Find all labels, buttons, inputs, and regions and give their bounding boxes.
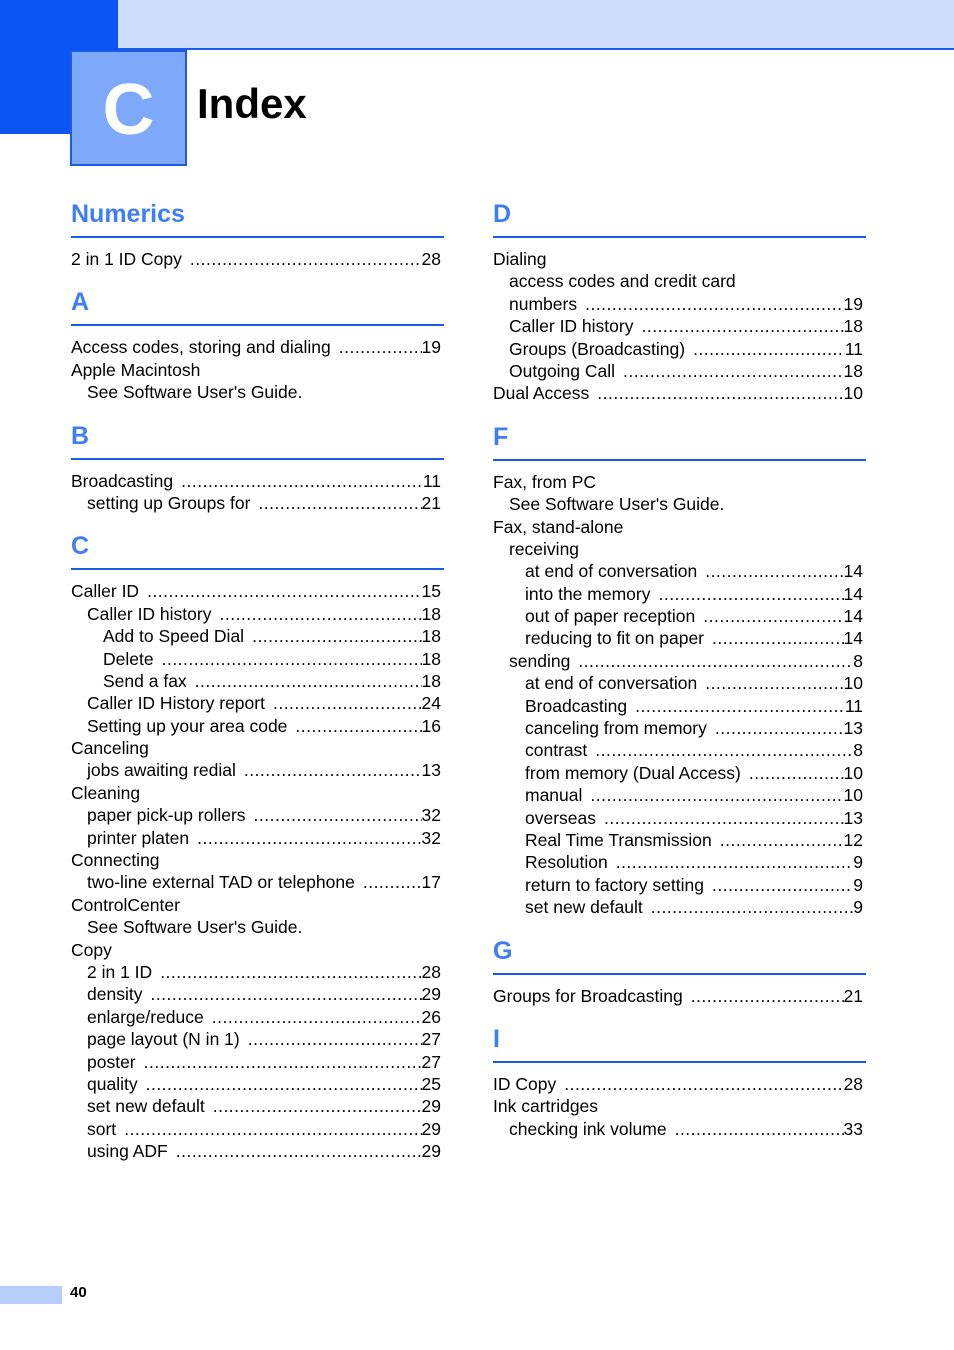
- entry-term: Send a fax: [103, 670, 187, 691]
- entry-term: Ink cartridges: [493, 1096, 599, 1117]
- index-entry: [71, 1073, 441, 1095]
- entry-page-number: 18: [421, 603, 441, 624]
- entry-term: sort: [87, 1118, 117, 1139]
- entry-term: from memory (Dual Access): [525, 762, 741, 783]
- entry-term: numbers: [509, 293, 578, 314]
- entry-term: Broadcasting: [525, 695, 628, 716]
- entry-page-number: 21: [421, 492, 441, 513]
- index-entry: [71, 492, 441, 514]
- entry-term: ControlCenter: [71, 894, 180, 915]
- dot-leader: [173, 470, 423, 492]
- entry-page-number: 13: [421, 760, 441, 781]
- index-entry: [71, 648, 441, 670]
- entry-page-number: 33: [843, 1118, 863, 1139]
- entry-term: page layout (N in 1): [87, 1029, 240, 1050]
- dot-leader: [116, 1118, 421, 1140]
- entry-page-number: 32: [421, 805, 441, 826]
- entry-term: contrast: [525, 740, 588, 761]
- index-entry: [493, 627, 863, 649]
- entry-term: reducing to fit on paper: [525, 628, 705, 649]
- entry-term: checking ink volume: [509, 1118, 667, 1139]
- index-section: [71, 418, 441, 515]
- entry-page-number: 14: [843, 606, 863, 627]
- index-entry: [71, 381, 441, 403]
- entry-term: setting up Groups for: [87, 492, 251, 513]
- entry-term: two-line external TAD or telephone: [87, 872, 355, 893]
- entry-page-number: 24: [421, 693, 441, 714]
- index-column-right: [493, 196, 863, 1140]
- section-heading: Numerics: [71, 196, 444, 238]
- entry-page-number: 18: [843, 316, 863, 337]
- entry-page-number: 18: [421, 626, 441, 647]
- dot-leader: [205, 1095, 422, 1117]
- page-number: 40: [70, 1284, 87, 1301]
- entry-term: See Software User's Guide.: [87, 917, 303, 938]
- index-entry: [493, 717, 863, 739]
- index-entry: [71, 916, 441, 938]
- entry-term: Apple Macintosh: [71, 359, 201, 380]
- index-entry: [71, 804, 441, 826]
- index-entry: [493, 382, 863, 404]
- dot-leader: [236, 759, 422, 781]
- entry-page-number: 18: [421, 670, 441, 691]
- entry-page-number: 29: [421, 1118, 441, 1139]
- index-entry: [71, 1140, 441, 1162]
- entry-page-number: 10: [843, 673, 863, 694]
- index-entry: [493, 248, 863, 270]
- index-entry: [493, 807, 863, 829]
- entry-page-number: 11: [844, 695, 863, 716]
- index-entry: [71, 961, 441, 983]
- dot-leader: [139, 580, 421, 602]
- dot-leader: [211, 603, 421, 625]
- index-entry: [493, 315, 863, 337]
- dot-leader: [250, 492, 421, 514]
- index-entry: [71, 782, 441, 804]
- index-entry: [71, 580, 441, 602]
- entry-page-number: 10: [843, 762, 863, 783]
- entry-term: Caller ID History report: [87, 693, 265, 714]
- index-entry: [71, 470, 441, 492]
- index-section: [71, 528, 441, 1162]
- dot-leader: [138, 1073, 422, 1095]
- index-entry: [493, 583, 863, 605]
- index-entry: [71, 871, 441, 893]
- index-section: [71, 196, 441, 270]
- dot-leader: [712, 829, 844, 851]
- index-section: [493, 933, 863, 1007]
- entry-page-number: 14: [843, 628, 863, 649]
- index-entry: [493, 516, 863, 538]
- entry-term: canceling from memory: [525, 718, 707, 739]
- entry-term: Connecting: [71, 850, 160, 871]
- page-number-tab: [0, 1286, 62, 1304]
- entry-term: overseas: [525, 807, 597, 828]
- dot-leader: [615, 360, 843, 382]
- entry-page-number: 17: [421, 872, 441, 893]
- entry-page-number: 28: [421, 249, 441, 269]
- dot-leader: [697, 560, 843, 582]
- index-entry: [493, 493, 863, 515]
- index-entry: [71, 1006, 441, 1028]
- dot-leader: [187, 670, 422, 692]
- entry-term: quality: [87, 1073, 138, 1094]
- entry-term: into the memory: [525, 583, 651, 604]
- entry-term: Dual Access: [493, 383, 590, 404]
- entry-page-number: 8: [853, 740, 863, 761]
- index-entry: [71, 1028, 441, 1050]
- entry-term: See Software User's Guide.: [87, 382, 303, 403]
- entry-term: Fax, stand-alone: [493, 516, 624, 537]
- index-entry: [71, 1051, 441, 1073]
- entry-term: Fax, from PC: [493, 471, 597, 492]
- index-entry: [71, 827, 441, 849]
- dot-leader: [136, 1051, 422, 1073]
- index-entry: [493, 1073, 863, 1095]
- entry-term: at end of conversation: [525, 561, 698, 582]
- dot-leader: [152, 961, 421, 983]
- entry-page-number: 14: [843, 561, 863, 582]
- index-entry: [71, 894, 441, 916]
- index-entry: [71, 603, 441, 625]
- entry-page-number: 27: [421, 1029, 441, 1050]
- dot-leader: [265, 692, 422, 714]
- dot-leader: [154, 648, 422, 670]
- section-heading: D: [493, 196, 866, 238]
- index-entry: [71, 336, 441, 358]
- dot-leader: [182, 248, 422, 270]
- index-entry: [493, 985, 863, 1007]
- entry-page-number: 28: [421, 961, 441, 982]
- index-section: [71, 284, 441, 403]
- page-title: Index: [197, 80, 307, 127]
- dot-leader: [142, 983, 421, 1005]
- entry-page-number: 25: [421, 1073, 441, 1094]
- dot-leader: [587, 739, 853, 761]
- entry-page-number: 14: [843, 583, 863, 604]
- entry-term: Resolution: [525, 852, 608, 873]
- entry-page-number: 29: [421, 1096, 441, 1117]
- index-entry: [493, 829, 863, 851]
- index-section: [493, 1021, 863, 1140]
- index-entry: [71, 670, 441, 692]
- section-heading: A: [71, 284, 444, 326]
- index-entry: [493, 762, 863, 784]
- entry-page-number: 10: [843, 383, 863, 404]
- index-entry: [71, 1095, 441, 1117]
- dot-leader: [355, 871, 422, 893]
- dot-leader: [331, 336, 422, 358]
- entry-page-number: 10: [843, 785, 863, 806]
- index-entry: [71, 248, 441, 270]
- entry-term: Groups for Broadcasting: [493, 985, 683, 1006]
- entry-term: Copy: [71, 939, 112, 960]
- entry-page-number: 32: [421, 827, 441, 848]
- index-section: [493, 196, 863, 405]
- index-column-left: [71, 196, 441, 1163]
- entry-term: Access codes, storing and dialing: [71, 337, 331, 358]
- entry-term: Caller ID history: [87, 603, 212, 624]
- index-entry: [71, 625, 441, 647]
- dot-leader: [707, 717, 844, 739]
- entry-term: Setting up your area code: [87, 715, 288, 736]
- dot-leader: [570, 650, 853, 672]
- index-entry: [493, 293, 863, 315]
- dot-leader: [240, 1028, 422, 1050]
- entry-term: density: [87, 984, 143, 1005]
- entry-page-number: 29: [421, 984, 441, 1005]
- entry-term: access codes and credit card: [509, 271, 736, 292]
- dot-leader: [582, 784, 843, 806]
- index-section: [493, 419, 863, 919]
- dot-leader: [643, 896, 854, 918]
- entry-term: 2 in 1 ID Copy: [71, 249, 182, 269]
- entry-page-number: 9: [853, 897, 863, 918]
- index-entry: [71, 737, 441, 759]
- entry-page-number: 9: [853, 874, 863, 895]
- dot-leader: [667, 1118, 844, 1140]
- entry-page-number: 21: [843, 985, 863, 1006]
- entry-page-number: 13: [843, 718, 863, 739]
- entry-term: Add to Speed Dial: [103, 626, 245, 647]
- entry-term: enlarge/reduce: [87, 1006, 204, 1027]
- index-entry: [493, 739, 863, 761]
- section-heading: C: [71, 528, 444, 570]
- dot-leader: [695, 605, 843, 627]
- dot-leader: [244, 625, 421, 647]
- index-entry: [71, 359, 441, 381]
- dot-leader: [287, 715, 421, 737]
- entry-term: sending: [509, 650, 571, 671]
- entry-page-number: 8: [853, 650, 863, 671]
- dot-leader: [650, 583, 843, 605]
- dot-leader: [697, 672, 843, 694]
- entry-page-number: 28: [843, 1073, 863, 1094]
- entry-term: poster: [87, 1051, 136, 1072]
- section-heading: I: [493, 1021, 866, 1063]
- entry-term: ID Copy: [493, 1073, 557, 1094]
- index-entry: [493, 1095, 863, 1117]
- dot-leader: [246, 804, 422, 826]
- entry-term: out of paper reception: [525, 606, 696, 627]
- header-band: [118, 0, 954, 50]
- index-entry: [71, 849, 441, 871]
- entry-term: Caller ID history: [509, 316, 634, 337]
- index-entry: [493, 471, 863, 493]
- entry-term: Cleaning: [71, 782, 141, 803]
- entry-term: manual: [525, 785, 583, 806]
- index-entry: [71, 692, 441, 714]
- dot-leader: [168, 1140, 422, 1162]
- entry-term: using ADF: [87, 1141, 168, 1162]
- index-entry: [71, 939, 441, 961]
- index-entry: [493, 1118, 863, 1140]
- dot-leader: [589, 382, 843, 404]
- index-entry: [71, 715, 441, 737]
- chapter-letter: C: [102, 70, 155, 150]
- entry-term: Broadcasting: [71, 470, 174, 491]
- section-heading: G: [493, 933, 866, 975]
- entry-page-number: 13: [843, 807, 863, 828]
- entry-page-number: 26: [421, 1006, 441, 1027]
- dot-leader: [633, 315, 843, 337]
- entry-term: paper pick-up rollers: [87, 805, 246, 826]
- entry-term: at end of conversation: [525, 673, 698, 694]
- index-entry: [493, 338, 863, 360]
- entry-page-number: 18: [843, 360, 863, 381]
- dot-leader: [704, 627, 844, 649]
- entry-term: Outgoing Call: [509, 360, 616, 381]
- entry-page-number: 11: [844, 338, 863, 359]
- index-entry: [493, 560, 863, 582]
- entry-page-number: 9: [853, 852, 863, 873]
- entry-term: Dialing: [493, 249, 547, 269]
- entry-term: set new default: [525, 897, 643, 918]
- index-entry: [493, 896, 863, 918]
- entry-term: See Software User's Guide.: [509, 494, 725, 515]
- index-entry: [493, 784, 863, 806]
- entry-term: Canceling: [71, 738, 149, 759]
- index-entry: [493, 695, 863, 717]
- chapter-badge: [70, 50, 187, 166]
- dot-leader: [204, 1006, 422, 1028]
- index-entry: [493, 672, 863, 694]
- index-entry: [493, 851, 863, 873]
- index-entry: [71, 983, 441, 1005]
- dot-leader: [608, 851, 854, 873]
- entry-term: receiving: [509, 538, 580, 559]
- entry-page-number: 12: [843, 829, 863, 850]
- entry-term: Caller ID: [71, 581, 140, 602]
- index-entry: [493, 360, 863, 382]
- dot-leader: [627, 695, 845, 717]
- entry-term: Groups (Broadcasting): [509, 338, 686, 359]
- dot-leader: [741, 762, 844, 784]
- dot-leader: [556, 1073, 843, 1095]
- index-entry: [493, 650, 863, 672]
- entry-page-number: 29: [421, 1141, 441, 1162]
- entry-page-number: 18: [421, 648, 441, 669]
- index-entry: [493, 538, 863, 560]
- dot-leader: [683, 985, 844, 1007]
- entry-term: set new default: [87, 1096, 205, 1117]
- dot-leader: [704, 874, 853, 896]
- index-entry: [71, 1118, 441, 1140]
- index-entry: [493, 874, 863, 896]
- index-entry: [493, 270, 863, 292]
- entry-page-number: 11: [422, 470, 441, 491]
- entry-page-number: 19: [843, 293, 863, 314]
- section-heading: F: [493, 419, 866, 461]
- dot-leader: [596, 807, 844, 829]
- entry-term: Real Time Transmission: [525, 829, 712, 850]
- dot-leader: [685, 338, 845, 360]
- entry-page-number: 19: [421, 337, 441, 358]
- entry-page-number: 15: [421, 581, 441, 602]
- entry-term: 2 in 1 ID: [87, 961, 153, 982]
- dot-leader: [189, 827, 421, 849]
- dot-leader: [577, 293, 843, 315]
- index-entry: [71, 759, 441, 781]
- entry-term: return to factory setting: [525, 874, 704, 895]
- section-heading: B: [71, 418, 444, 460]
- index-entry: [493, 605, 863, 627]
- entry-page-number: 27: [421, 1051, 441, 1072]
- entry-term: jobs awaiting redial: [87, 760, 236, 781]
- entry-page-number: 16: [421, 715, 441, 736]
- entry-term: printer platen: [87, 827, 190, 848]
- entry-term: Delete: [103, 648, 154, 669]
